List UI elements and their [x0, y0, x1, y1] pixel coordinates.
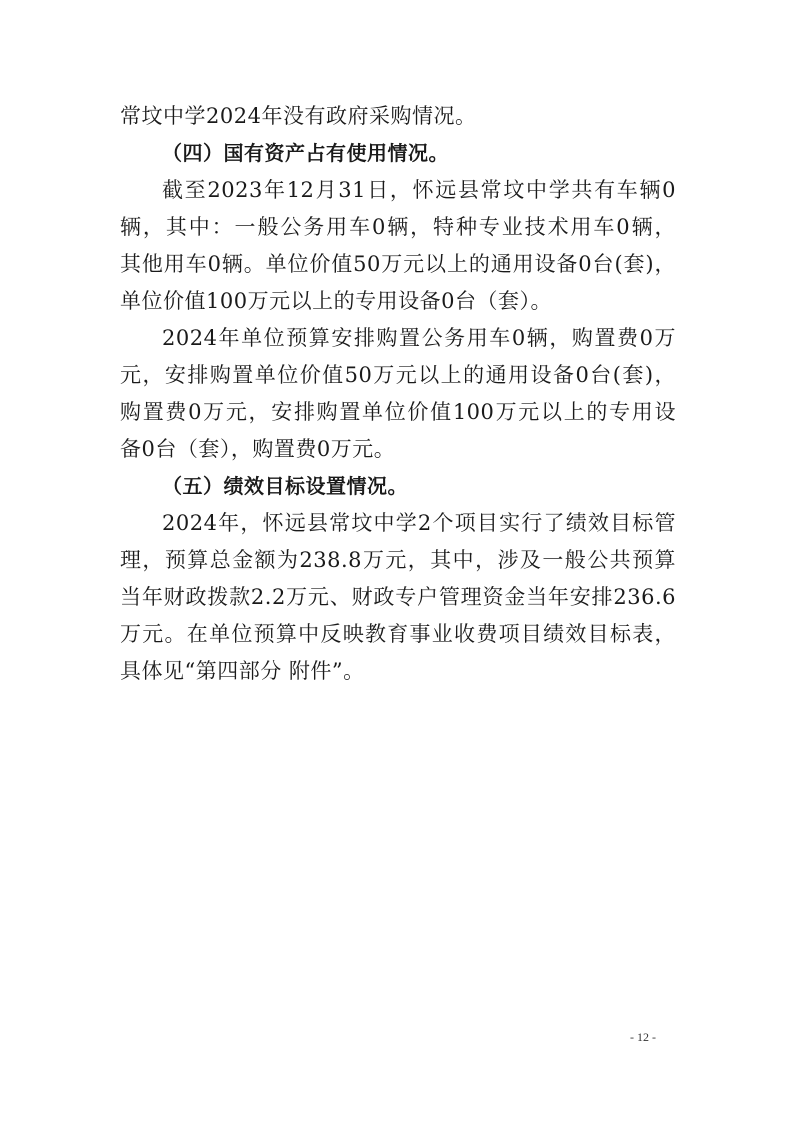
body-line: 当年财政拨款2.2万元、财政专户管理资金当年安排236.6	[120, 585, 676, 609]
body-line: 购置费0万元，安排购置单位价值100万元以上的专用设	[120, 400, 676, 424]
body-line: 理，预算总金额为238.8万元，其中，涉及一般公共预算	[120, 548, 676, 572]
body-line: 常坟中学2024年没有政府采购情况。	[120, 104, 477, 128]
section-heading-performance: （五）绩效目标设置情况。	[162, 474, 408, 498]
page-number: - 12 -	[630, 1030, 656, 1044]
body-line: 2024年单位预算安排购置公务用车0辆，购置费0万	[162, 326, 676, 350]
document-body	[120, 98, 676, 690]
body-line: 备0台（套），购置费0万元。	[120, 437, 396, 461]
body-line: 具体见“第四部分 附件”。	[120, 659, 365, 683]
body-line: 其他用车0辆。单位价值50万元以上的通用设备0台(套)，	[120, 252, 676, 276]
body-line: 元，安排购置单位价值50万元以上的通用设备0台(套)，	[120, 363, 676, 387]
section-heading-assets: （四）国有资产占有使用情况。	[162, 141, 449, 165]
body-line: 2024年，怀远县常坟中学2个项目实行了绩效目标管	[162, 511, 676, 535]
body-line: 单位价值100万元以上的专用设备0台（套）。	[120, 289, 552, 313]
body-line: 截至2023年12月31日，怀远县常坟中学共有车辆0	[162, 178, 676, 202]
body-line: 万元。在单位预算中反映教育事业收费项目绩效目标表，	[120, 622, 676, 646]
body-line: 辆，其中：一般公务用车0辆，特种专业技术用车0辆，	[120, 215, 676, 239]
